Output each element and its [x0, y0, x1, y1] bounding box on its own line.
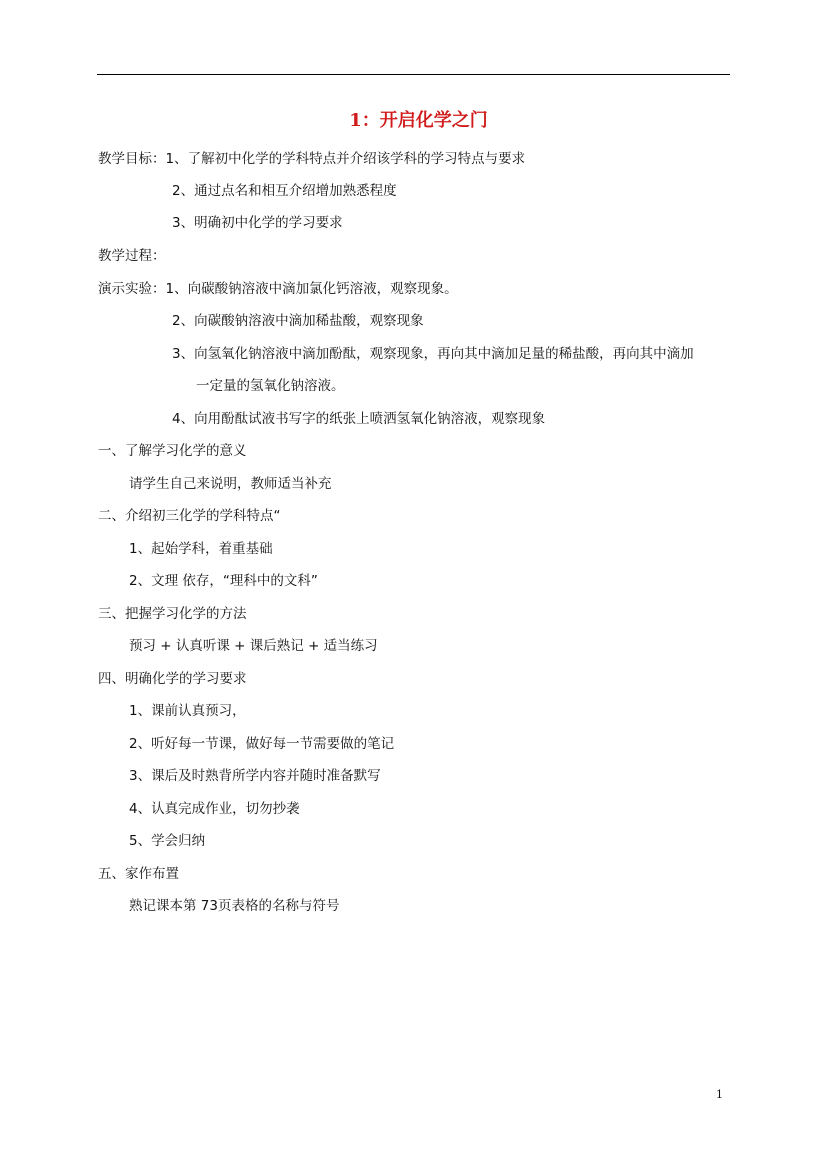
section-3-body: 预习 + 认真听课 + 课后熟记 + 适当练习 [129, 638, 378, 654]
section-4-item-1: 1、课前认真预习， [129, 703, 246, 719]
section-4-item-5: 5、学会归纳 [129, 833, 206, 849]
demo-experiment-3: 3、向氢氧化钠溶液中滴加酚酞，观察现象，再向其中滴加足量的稀盐酸，再向其中滴加 [172, 346, 694, 362]
section-2-item-2: 2、文理 依存，“理科中的文科” [129, 573, 318, 589]
teaching-goal-3: 3、明确初中化学的学习要求 [172, 215, 343, 231]
section-4-heading: 四、明确化学的学习要求 [98, 671, 247, 687]
section-2-item-1: 1、起始学科，着重基础 [129, 541, 273, 557]
section-1-heading: 一、了解学习化学的意义 [98, 443, 247, 459]
section-5-body: 熟记课本第 73页表格的名称与符号 [129, 898, 340, 914]
header-rule [97, 74, 730, 75]
section-4-item-4: 4、认真完成作业，切勿抄袭 [129, 801, 300, 817]
document-title: 1：开启化学之门 [349, 110, 488, 131]
section-2-heading: 二、介绍初三化学的学科特点“ [98, 508, 281, 524]
section-5-heading: 五、家作布置 [98, 866, 179, 882]
section-4-item-2: 2、听好每一节课，做好每一节需要做的笔记 [129, 736, 395, 752]
demo-experiment-1: 演示实验：1、向碳酸钠溶液中滴加氯化钙溶液，观察现象。 [98, 281, 458, 297]
demo-experiment-2: 2、向碳酸钠溶液中滴加稀盐酸，观察现象 [172, 313, 424, 329]
teaching-goals-line: 教学目标：1、了解初中化学的学科特点并介绍该学科的学习特点与要求 [98, 151, 526, 167]
demo-experiment-3-continued: 一定量的氢氧化钠溶液。 [196, 378, 345, 394]
teaching-process-label: 教学过程： [98, 248, 166, 264]
section-4-item-3: 3、课后及时熟背所学内容并随时准备默写 [129, 768, 381, 784]
page-number: 1 [716, 1088, 723, 1101]
teaching-goal-2: 2、通过点名和相互介绍增加熟悉程度 [172, 183, 397, 199]
section-1-body: 请学生自己来说明，教师适当补充 [129, 476, 332, 492]
section-3-heading: 三、把握学习化学的方法 [98, 606, 247, 622]
demo-experiment-4: 4、向用酚酞试液书写字的纸张上喷洒氢氧化钠溶液，观察现象 [172, 411, 546, 427]
